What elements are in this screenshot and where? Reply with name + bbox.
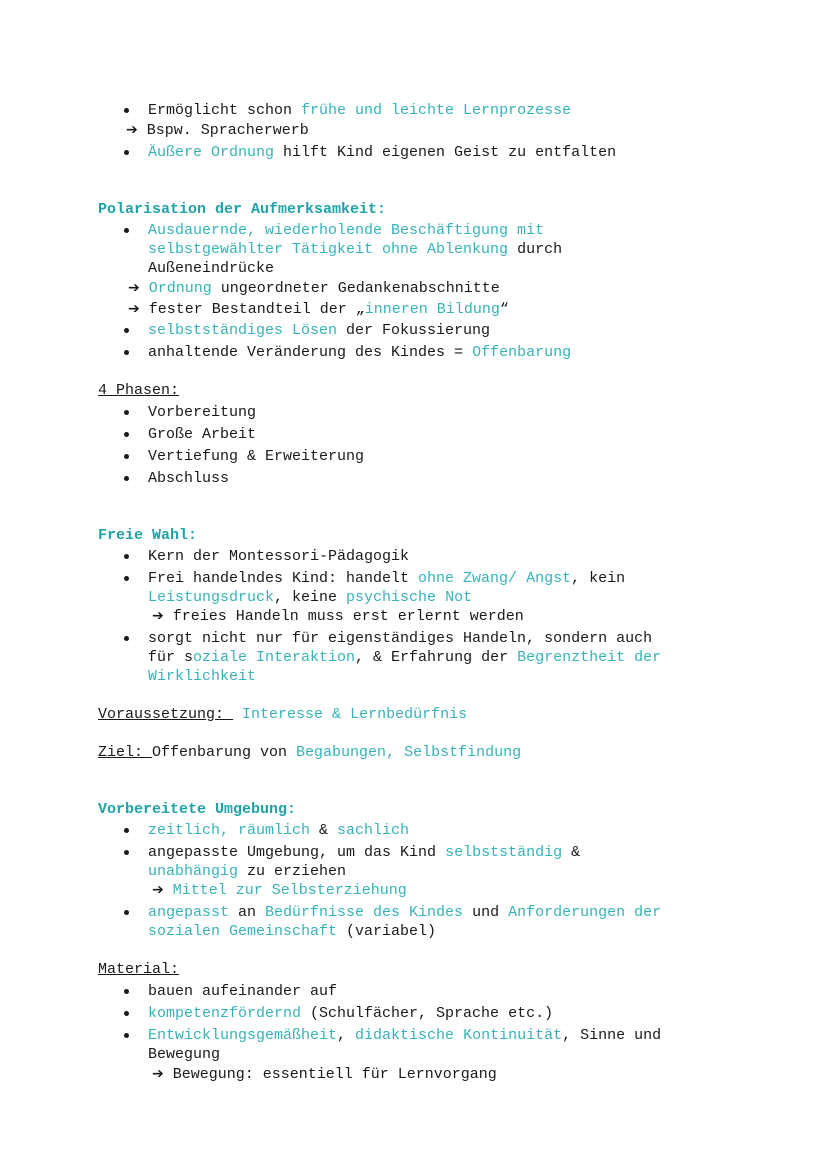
list-item-continuation: Bewegung (148, 1046, 221, 1063)
list-item-continuation: selbstgewählter Tätigkeit ohne Ablenkung durch (148, 241, 563, 258)
list-item: kompetenzfördernd (Schulfächer, Sprache etc.) (148, 1005, 554, 1022)
list-item-arrow: ➔ fester Bestandteil der „inneren Bildung“ (128, 301, 509, 318)
section-heading-polarisation: Polarisation der Aufmerksamkeit: (98, 201, 387, 218)
list-item: Große Arbeit (148, 426, 257, 443)
arrow-right-icon: ➔ (152, 608, 164, 624)
bullet-dot-icon (124, 989, 129, 994)
bullet-dot-icon (124, 328, 129, 333)
list-item: Ausdauernde, wiederholende Beschäftigung mit (148, 222, 545, 239)
bullet-dot-icon (124, 476, 129, 481)
arrow-right-icon: ➔ (128, 280, 140, 296)
bullet-dot-icon (124, 432, 129, 437)
bullet-dot-icon (124, 828, 129, 833)
list-item: anhaltende Veränderung des Kindes = Offenbarung (148, 344, 572, 361)
arrow-right-icon: ➔ (152, 1066, 164, 1082)
section-heading-freie-wahl: Freie Wahl: (98, 527, 198, 544)
list-item: Kern der Montessori-Pädagogik (148, 548, 410, 565)
list-item: Vorbereitung (148, 404, 257, 421)
bullet-dot-icon (124, 850, 129, 855)
list-item: Frei handelndes Kind: handelt ohne Zwang/ Angst, kein (148, 570, 626, 587)
list-item: zeitlich, räumlich & sachlich (148, 822, 410, 839)
list-item: Ermöglicht schon frühe und leichte Lernprozesse (148, 102, 572, 119)
list-item: sorgt nicht nur für eigenständiges Handeln, sondern auch (148, 630, 653, 647)
list-item: Abschluss (148, 470, 230, 487)
bullet-dot-icon (124, 1033, 129, 1038)
list-item-arrow: ➔ Bewegung: essentiell für Lernvorgang (152, 1066, 497, 1083)
ziel-line: Ziel: Offenbarung von Begabungen, Selbstfindung (98, 744, 522, 761)
list-item-continuation: Leistungsdruck, keine psychische Not (148, 589, 473, 606)
list-item-continuation: für soziale Interaktion, & Erfahrung der Begrenztheit der (148, 649, 662, 666)
bullet-dot-icon (124, 910, 129, 915)
list-item: Äußere Ordnung hilft Kind eigenen Geist zu entfalten (148, 144, 617, 161)
bullet-dot-icon (124, 554, 129, 559)
bullet-dot-icon (124, 150, 129, 155)
list-item-continuation: unabhängig zu erziehen (148, 863, 347, 880)
section-heading-umgebung: Vorbereitete Umgebung: (98, 801, 297, 818)
list-item: angepasst an Bedürfnisse des Kindes und Anforderungen der (148, 904, 662, 921)
list-item-arrow: ➔ freies Handeln muss erst erlernt werden (152, 608, 524, 625)
list-item: selbstständiges Lösen der Fokussierung (148, 322, 491, 339)
section-heading-phasen: 4 Phasen: (98, 382, 180, 399)
bullet-dot-icon (124, 410, 129, 415)
arrow-right-icon: ➔ (126, 122, 138, 138)
bullet-dot-icon (124, 228, 129, 233)
list-item-continuation: Außeneindrücke (148, 260, 275, 277)
bullet-dot-icon (124, 1011, 129, 1016)
list-item-arrow: ➔ Bspw. Spracherwerb (126, 122, 309, 139)
voraussetzung-line: Voraussetzung: Interesse & Lernbedürfnis (98, 706, 468, 723)
bullet-dot-icon (124, 636, 129, 641)
bullet-dot-icon (124, 454, 129, 459)
list-item-arrow: ➔ Mittel zur Selbsterziehung (152, 882, 407, 899)
bullet-dot-icon (124, 350, 129, 355)
list-item-continuation: sozialen Gemeinschaft (variabel) (148, 923, 437, 940)
list-item-continuation: Wirklichkeit (148, 668, 257, 685)
list-item: angepasste Umgebung, um das Kind selbstständig & (148, 844, 581, 861)
list-item: Entwicklungsgemäßheit, didaktische Kontinuität, Sinne und (148, 1027, 662, 1044)
list-item-arrow: ➔ Ordnung ungeordneter Gedankenabschnitte (128, 280, 500, 297)
list-item: Vertiefung & Erweiterung (148, 448, 365, 465)
bullet-dot-icon (124, 108, 129, 113)
bullet-dot-icon (124, 576, 129, 581)
arrow-right-icon: ➔ (128, 301, 140, 317)
section-heading-material: Material: (98, 961, 180, 978)
list-item: bauen aufeinander auf (148, 983, 338, 1000)
arrow-right-icon: ➔ (152, 882, 164, 898)
